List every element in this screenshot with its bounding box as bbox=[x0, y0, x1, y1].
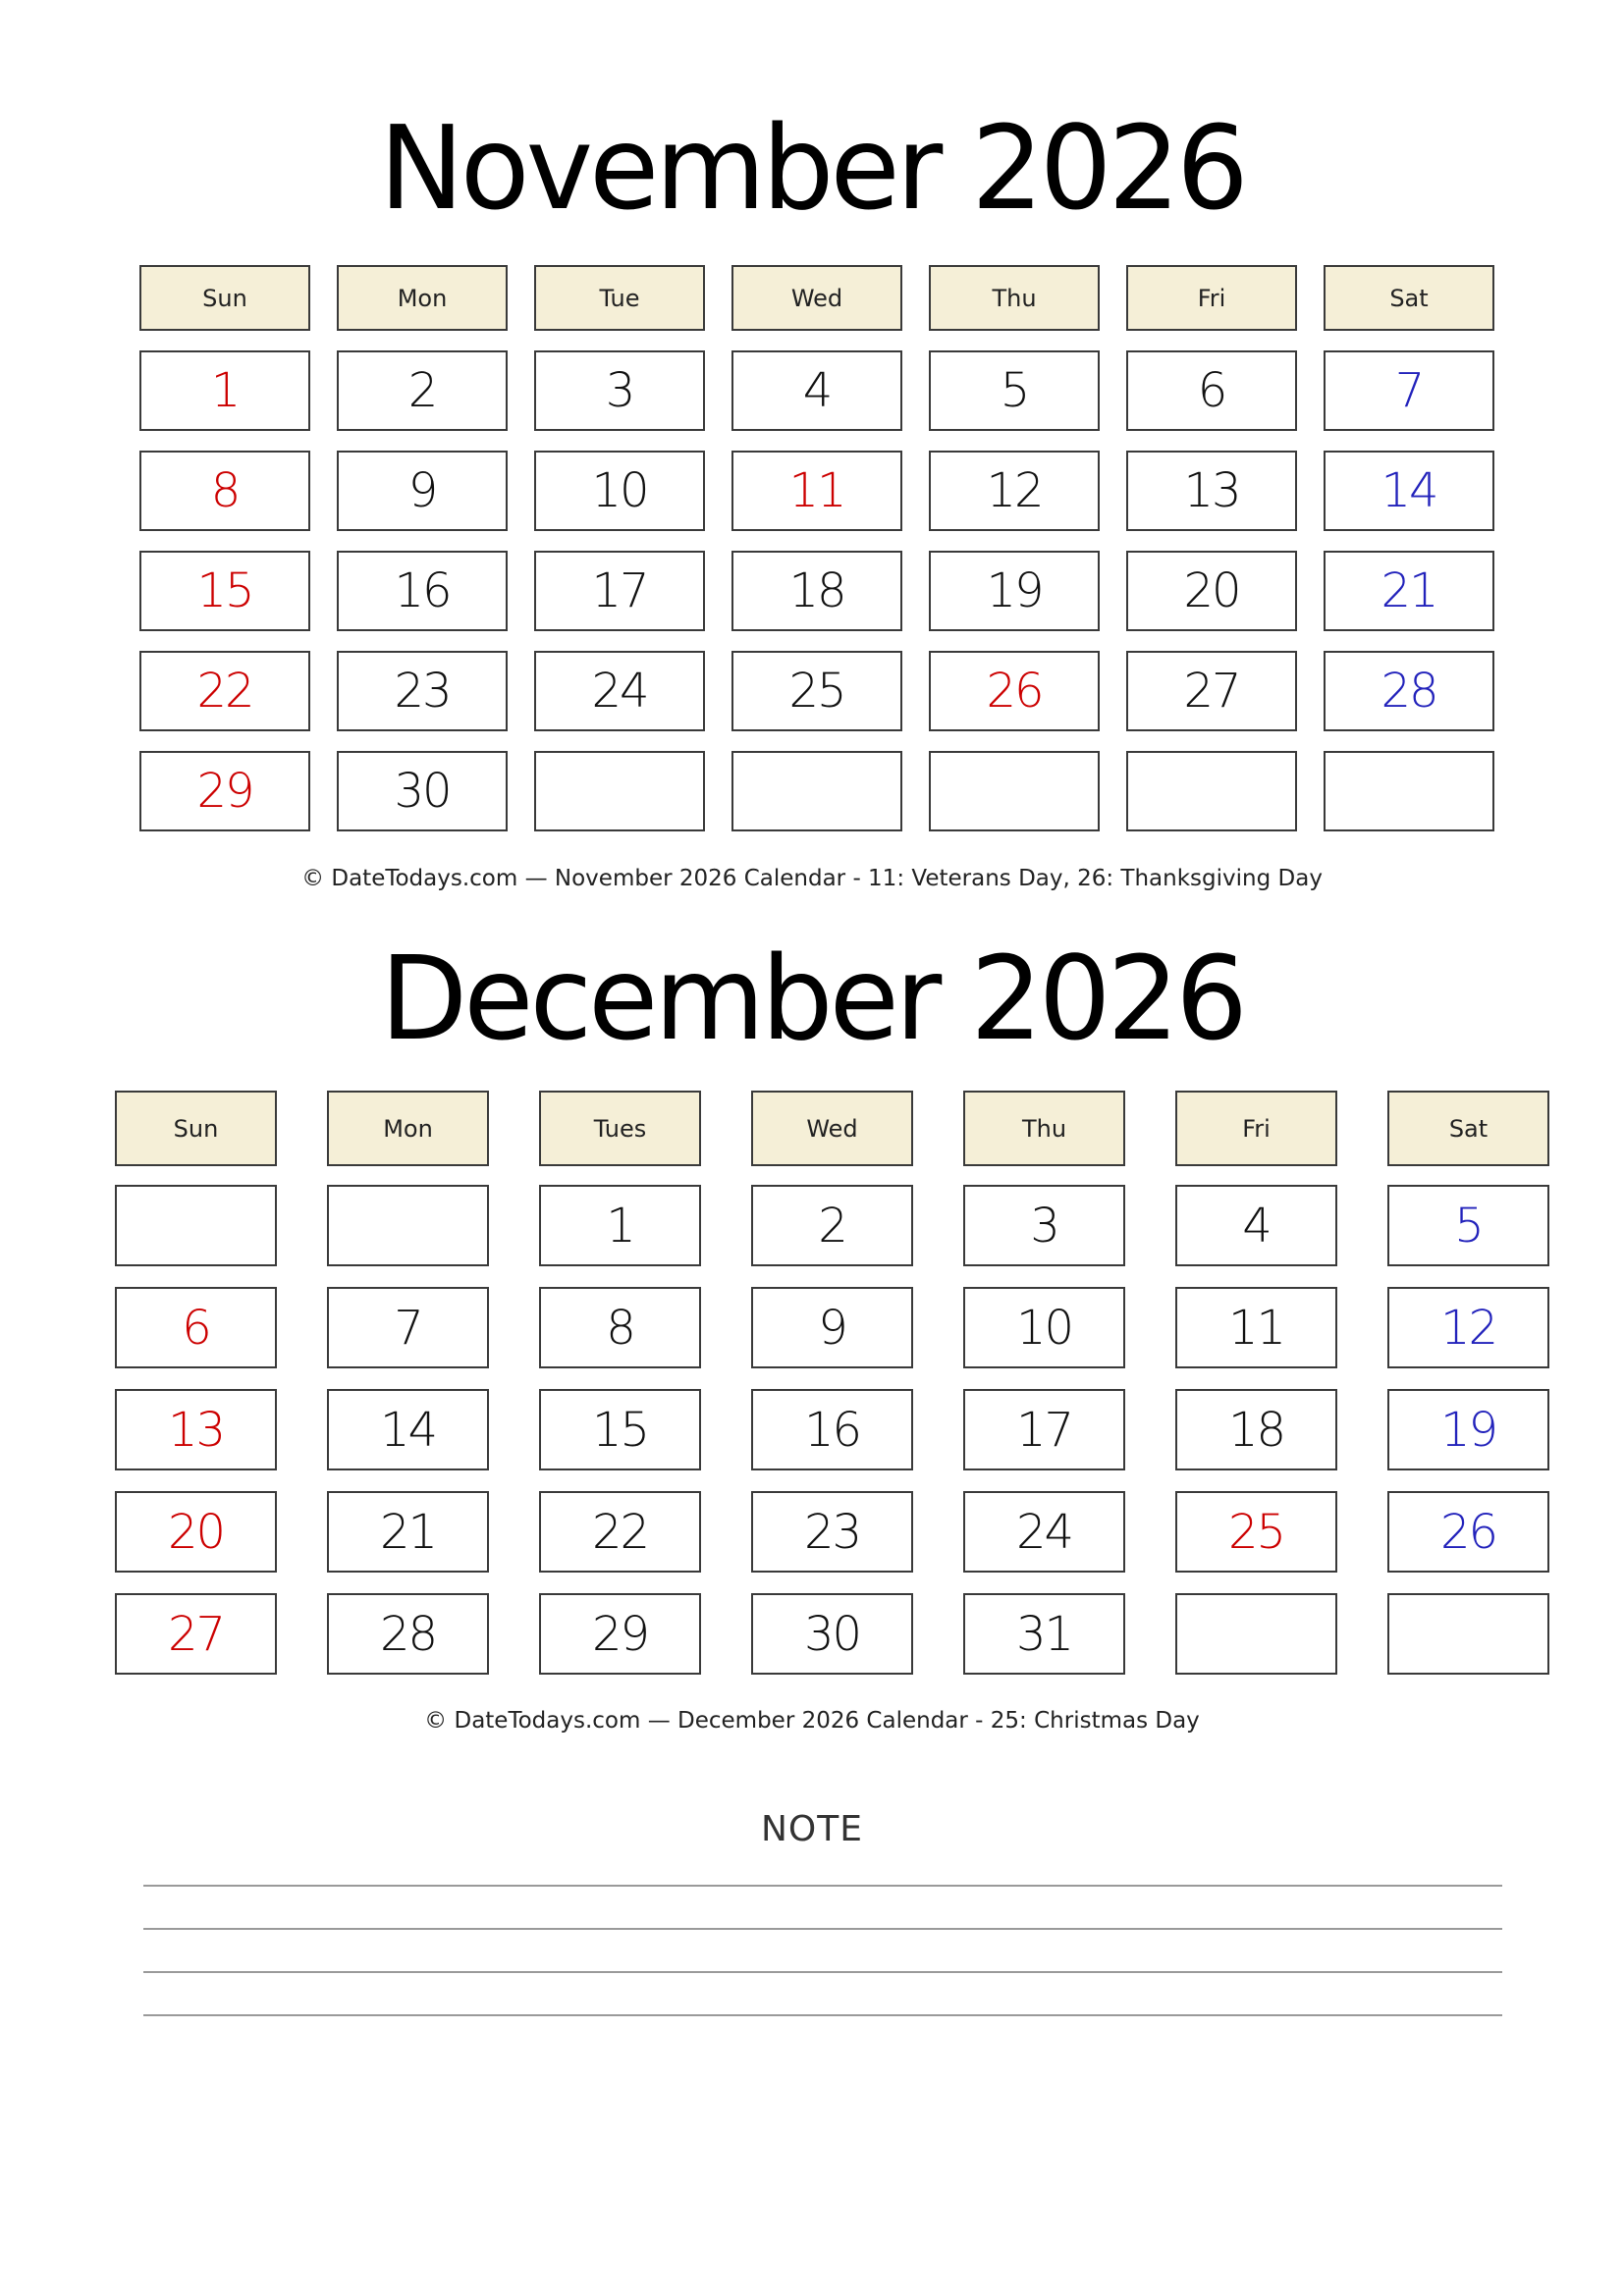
day-cell-14: 14 bbox=[1324, 451, 1494, 531]
day-cell-21: 21 bbox=[327, 1491, 489, 1573]
day-cell-11: 11 bbox=[731, 451, 902, 531]
note-line bbox=[143, 1928, 1502, 1930]
day-cell-24: 24 bbox=[963, 1491, 1125, 1573]
note-line bbox=[143, 1971, 1502, 1973]
day-cell-23: 23 bbox=[337, 651, 508, 731]
weekday-header-thu: Thu bbox=[929, 265, 1100, 331]
empty-day-cell bbox=[929, 751, 1100, 831]
november-day-grid bbox=[139, 350, 1494, 831]
day-cell-3: 3 bbox=[963, 1185, 1125, 1266]
weekday-header-wed: Wed bbox=[731, 265, 902, 331]
day-cell-17: 17 bbox=[534, 551, 705, 631]
day-cell-24: 24 bbox=[534, 651, 705, 731]
day-cell-8: 8 bbox=[139, 451, 310, 531]
empty-day-cell bbox=[1175, 1593, 1337, 1675]
day-cell-13: 13 bbox=[1126, 451, 1297, 531]
day-cell-4: 4 bbox=[731, 350, 902, 431]
day-cell-20: 20 bbox=[1126, 551, 1297, 631]
note-line bbox=[143, 1885, 1502, 1887]
note-title: NOTE bbox=[760, 1809, 863, 1849]
weekday-header-tues: Tues bbox=[539, 1091, 701, 1166]
day-cell-25: 25 bbox=[731, 651, 902, 731]
november-caption: © DateTodays.com — November 2026 Calendar - 11: Veterans Day, 26: Thanksgiving Day bbox=[301, 866, 1323, 891]
day-cell-10: 10 bbox=[963, 1287, 1125, 1368]
december-weekday-header bbox=[115, 1091, 1549, 1166]
day-cell-16: 16 bbox=[751, 1389, 913, 1470]
day-cell-30: 30 bbox=[751, 1593, 913, 1675]
weekday-header-fri: Fri bbox=[1175, 1091, 1337, 1166]
day-cell-31: 31 bbox=[963, 1593, 1125, 1675]
day-cell-18: 18 bbox=[731, 551, 902, 631]
empty-day-cell bbox=[115, 1185, 277, 1266]
day-cell-12: 12 bbox=[929, 451, 1100, 531]
day-cell-7: 7 bbox=[327, 1287, 489, 1368]
weekday-header-mon: Mon bbox=[327, 1091, 489, 1166]
day-cell-9: 9 bbox=[751, 1287, 913, 1368]
day-cell-11: 11 bbox=[1175, 1287, 1337, 1368]
december-caption: © DateTodays.com — December 2026 Calendar - 25: Christmas Day bbox=[424, 1708, 1200, 1734]
day-cell-9: 9 bbox=[337, 451, 508, 531]
day-cell-27: 27 bbox=[1126, 651, 1297, 731]
weekday-header-thu: Thu bbox=[963, 1091, 1125, 1166]
weekday-header-sun: Sun bbox=[115, 1091, 277, 1166]
weekday-header-sat: Sat bbox=[1387, 1091, 1549, 1166]
day-cell-22: 22 bbox=[139, 651, 310, 731]
day-cell-28: 28 bbox=[1324, 651, 1494, 731]
day-cell-17: 17 bbox=[963, 1389, 1125, 1470]
day-cell-30: 30 bbox=[337, 751, 508, 831]
day-cell-19: 19 bbox=[1387, 1389, 1549, 1470]
weekday-header-mon: Mon bbox=[337, 265, 508, 331]
weekday-header-sun: Sun bbox=[139, 265, 310, 331]
empty-day-cell bbox=[1324, 751, 1494, 831]
december-day-grid bbox=[115, 1185, 1549, 1675]
november-title: November 2026 bbox=[379, 100, 1245, 236]
day-cell-22: 22 bbox=[539, 1491, 701, 1573]
day-cell-15: 15 bbox=[139, 551, 310, 631]
day-cell-28: 28 bbox=[327, 1593, 489, 1675]
empty-day-cell bbox=[1387, 1593, 1549, 1675]
weekday-header-sat: Sat bbox=[1324, 265, 1494, 331]
day-cell-26: 26 bbox=[1387, 1491, 1549, 1573]
day-cell-10: 10 bbox=[534, 451, 705, 531]
day-cell-18: 18 bbox=[1175, 1389, 1337, 1470]
day-cell-27: 27 bbox=[115, 1593, 277, 1675]
day-cell-5: 5 bbox=[1387, 1185, 1549, 1266]
note-line bbox=[143, 2014, 1502, 2016]
empty-day-cell bbox=[731, 751, 902, 831]
day-cell-21: 21 bbox=[1324, 551, 1494, 631]
weekday-header-wed: Wed bbox=[751, 1091, 913, 1166]
day-cell-23: 23 bbox=[751, 1491, 913, 1573]
day-cell-12: 12 bbox=[1387, 1287, 1549, 1368]
day-cell-19: 19 bbox=[929, 551, 1100, 631]
day-cell-26: 26 bbox=[929, 651, 1100, 731]
day-cell-6: 6 bbox=[115, 1287, 277, 1368]
day-cell-25: 25 bbox=[1175, 1491, 1337, 1573]
empty-day-cell bbox=[1126, 751, 1297, 831]
day-cell-29: 29 bbox=[539, 1593, 701, 1675]
day-cell-6: 6 bbox=[1126, 350, 1297, 431]
day-cell-20: 20 bbox=[115, 1491, 277, 1573]
day-cell-15: 15 bbox=[539, 1389, 701, 1470]
day-cell-14: 14 bbox=[327, 1389, 489, 1470]
day-cell-7: 7 bbox=[1324, 350, 1494, 431]
day-cell-5: 5 bbox=[929, 350, 1100, 431]
empty-day-cell bbox=[534, 751, 705, 831]
day-cell-1: 1 bbox=[139, 350, 310, 431]
day-cell-13: 13 bbox=[115, 1389, 277, 1470]
empty-day-cell bbox=[327, 1185, 489, 1266]
november-weekday-header bbox=[139, 265, 1494, 331]
december-title: December 2026 bbox=[380, 931, 1244, 1066]
day-cell-1: 1 bbox=[539, 1185, 701, 1266]
day-cell-2: 2 bbox=[337, 350, 508, 431]
day-cell-3: 3 bbox=[534, 350, 705, 431]
weekday-header-fri: Fri bbox=[1126, 265, 1297, 331]
weekday-header-tue: Tue bbox=[534, 265, 705, 331]
day-cell-29: 29 bbox=[139, 751, 310, 831]
day-cell-16: 16 bbox=[337, 551, 508, 631]
day-cell-2: 2 bbox=[751, 1185, 913, 1266]
day-cell-8: 8 bbox=[539, 1287, 701, 1368]
day-cell-4: 4 bbox=[1175, 1185, 1337, 1266]
